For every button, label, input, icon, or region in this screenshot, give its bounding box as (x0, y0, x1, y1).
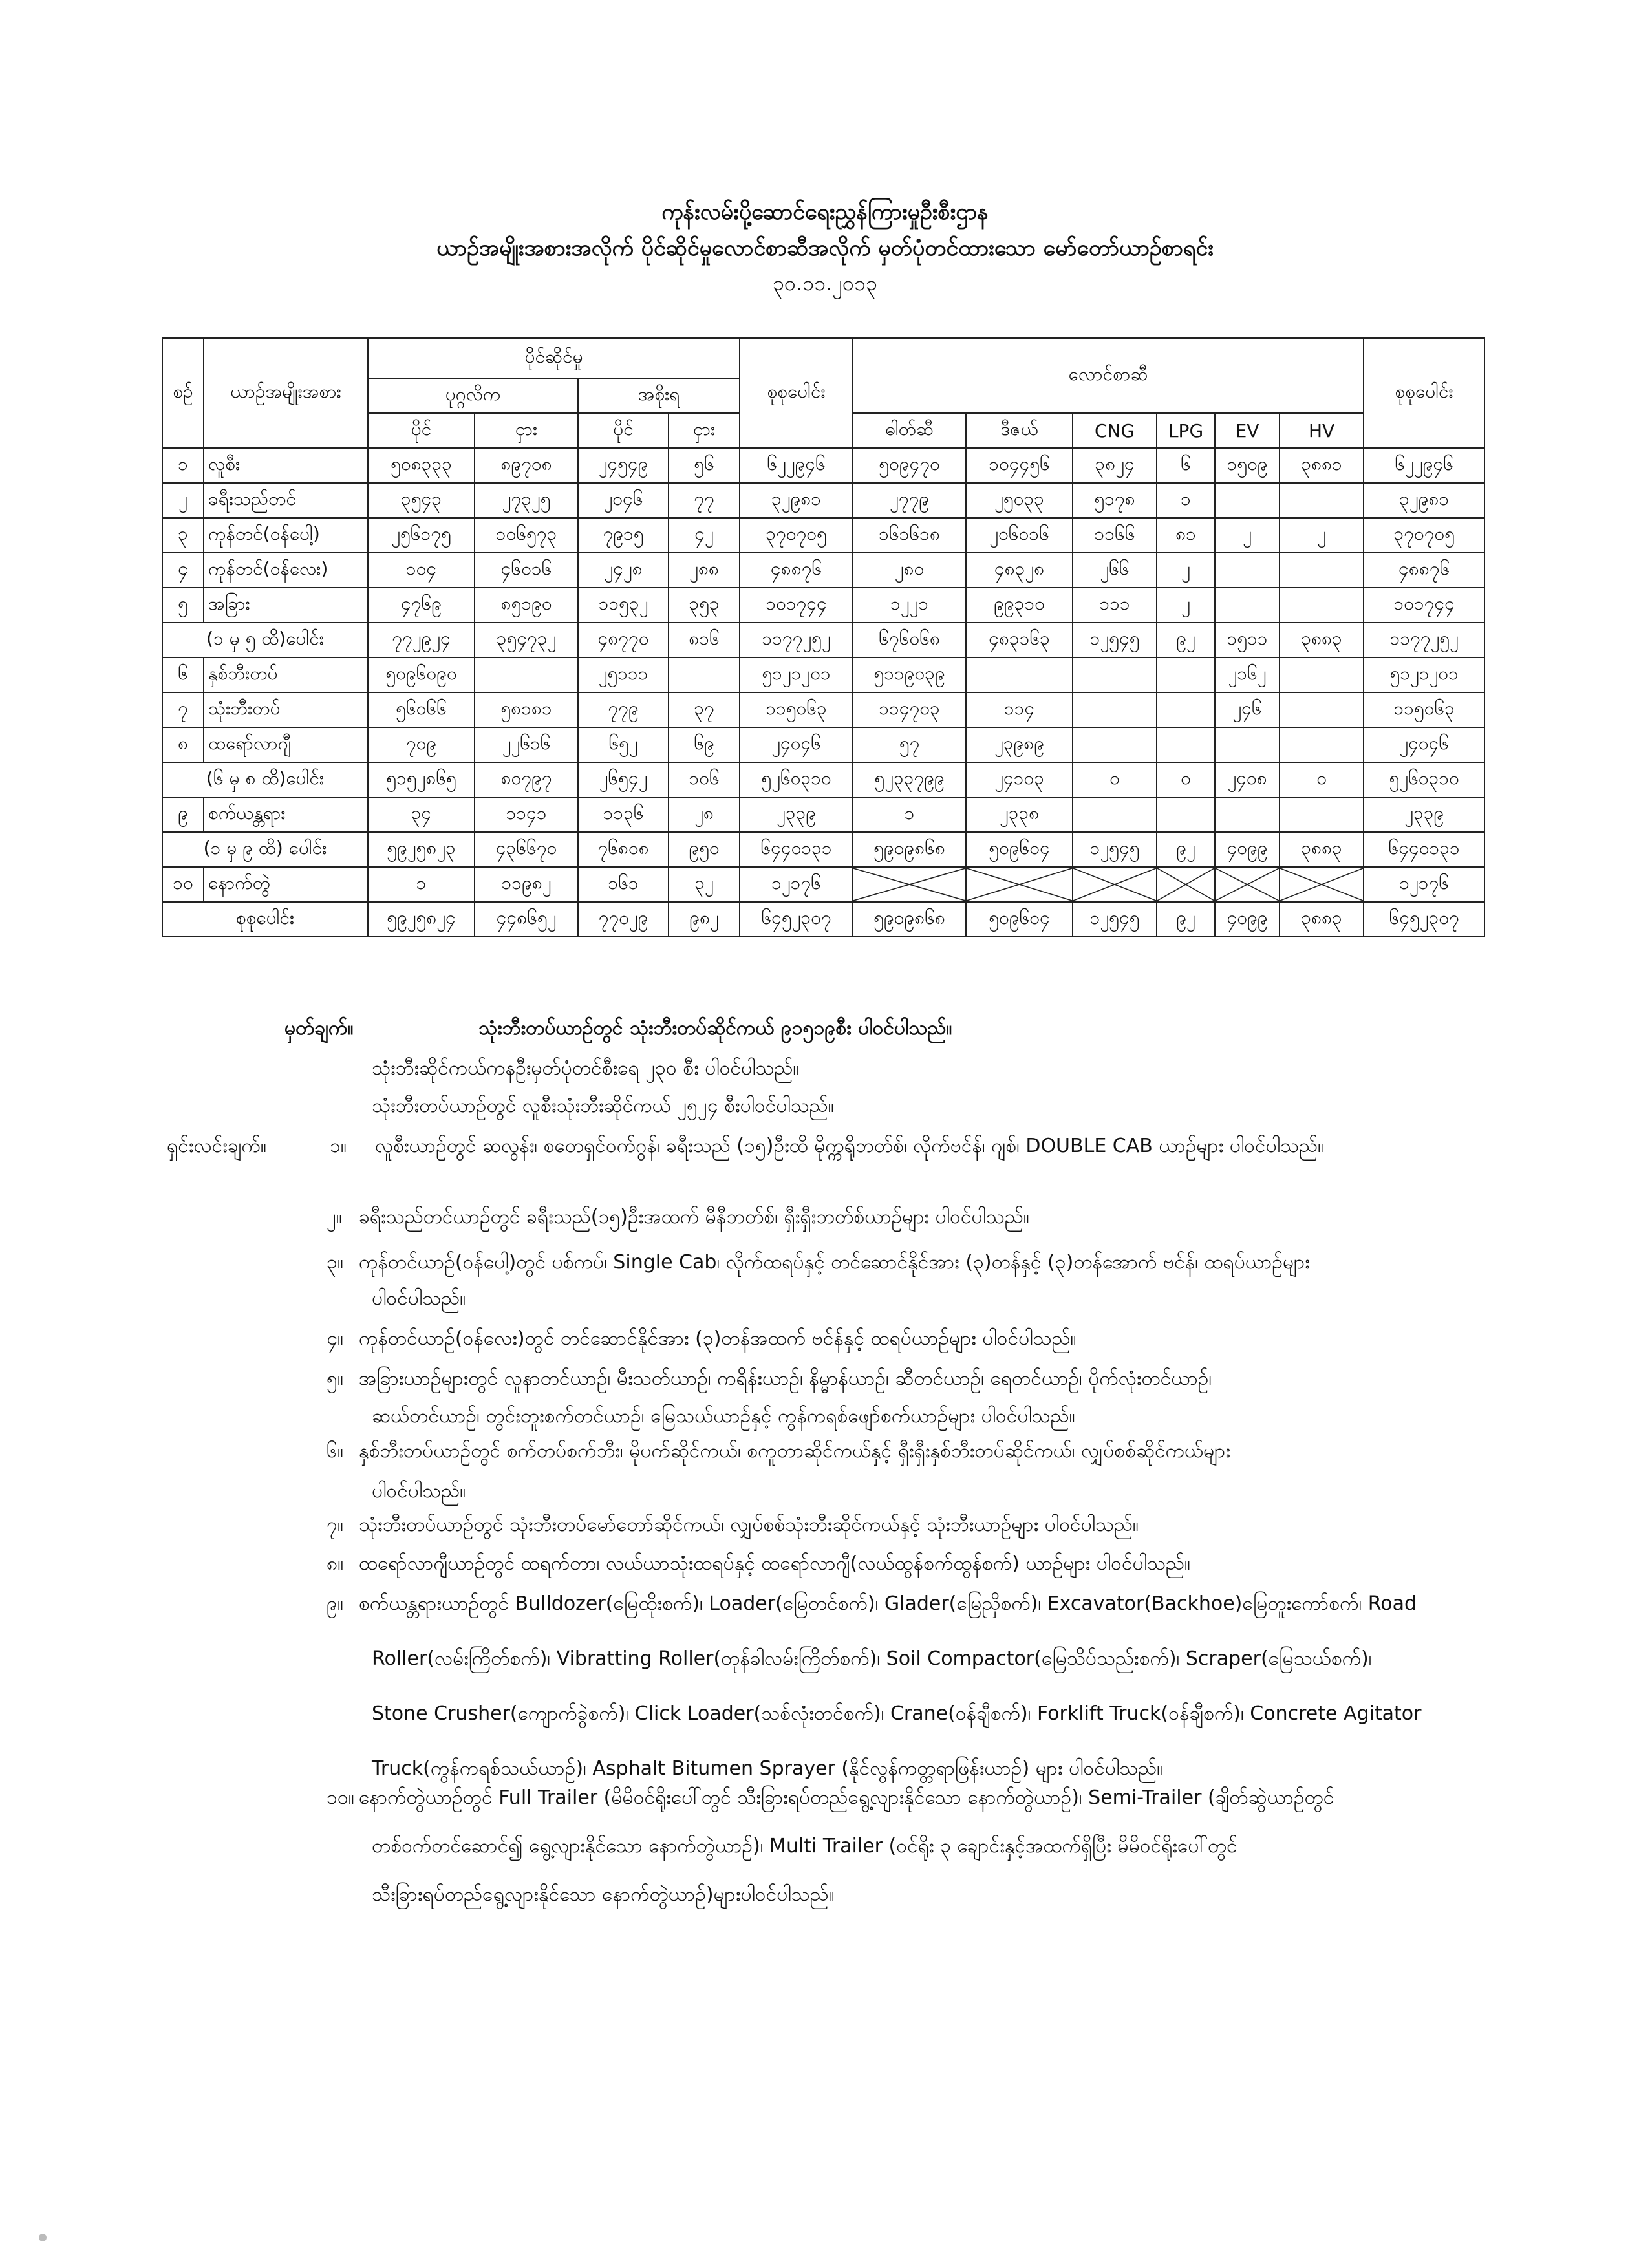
cross-mark (1216, 868, 1279, 901)
table-cell: ၁၁၅၃၂ (578, 588, 669, 623)
explanation-number: ၉။ (327, 1592, 343, 1615)
explanation-number: ၃။ (327, 1251, 343, 1274)
table-cell: ၀ (1157, 762, 1215, 797)
table-cell (1157, 692, 1215, 727)
table-cell: ၁၁၇၇၂၅၂ (740, 623, 853, 658)
explanation-text: Stone Crusher(ကျောက်ခွဲစက်)၊ Click Loader(သစ်လုံးတင်စက်)၊ Crane(ဝန်ချီစက်)၊ Forklift Truck(ဝန်ချီစက်)၊ Concrete Agitator (372, 1702, 1422, 1725)
table-cell: ၅၀၉၆၀၄ (966, 832, 1073, 867)
header-total: စုစုပေါင်း (740, 338, 853, 448)
row-number: ၅ (162, 588, 204, 623)
table-cell: ၁၀၁၇၄၄ (740, 588, 853, 623)
header-private: ပုဂ္ဂလိက (368, 378, 578, 413)
row-number: ၈ (162, 727, 204, 762)
table-cell: ၂၄၅၄၉ (578, 448, 669, 483)
vehicle-type-label: နှစ်ဘီးတပ် (204, 658, 368, 692)
table-cell: ၆၄၄၀၁၃၁ (1364, 832, 1484, 867)
table-cell (1280, 797, 1364, 832)
table-cell: ၁၅၁၁ (1215, 623, 1280, 658)
table-cell: ၃၅၄၃ (368, 483, 475, 518)
table-cell: ၃၈၈၁ (1280, 448, 1364, 483)
table-cell: ၄၀၉၉ (1215, 902, 1280, 937)
vehicle-type-label: ကုန်တင်(ဝန်လေး) (204, 553, 368, 588)
table-cell (1157, 727, 1215, 762)
table-cell: ၆၉ (669, 727, 740, 762)
table-cell: ၁၆၁ (578, 867, 669, 902)
table-cell: ၇၉၁၅ (578, 518, 669, 553)
header-cng: CNG (1073, 413, 1157, 448)
table-cell: ၀ (1073, 762, 1157, 797)
table-cell: ၃၈၈၃ (1280, 623, 1364, 658)
header-government: အစိုးရ (578, 378, 740, 413)
report-date: ၃၀.၁၁.၂၀၁၃ (772, 271, 878, 295)
explanation-text: Roller(လမ်းကြိတ်စက်)၊ Vibratting Roller(တုန်ခါလမ်းကြိတ်စက်)၊ Soil Compactor(မြေသိပ်သည်းစက်)၊ Scraper(မြေသယ်စက်)၊ (372, 1647, 1372, 1670)
table-cell (1157, 658, 1215, 692)
table-cell (1280, 692, 1364, 727)
table-cell: ၅၁၅၂၈၆၅ (368, 762, 475, 797)
row-label: (၁ မှ ၅ ထိ)ပေါင်း (162, 623, 368, 658)
vehicle-type-label: ကုန်တင်(ဝန်ပေါ့) (204, 518, 368, 553)
table-cell: ၁၀၆ (669, 762, 740, 797)
table-cell: ၅၀၈၃၃၃ (368, 448, 475, 483)
table-cell: ၄၇၆၉ (368, 588, 475, 623)
table-cell: ၁၂၁၇၆ (740, 867, 853, 902)
table-cell: ၂ (1280, 518, 1364, 553)
vehicle-registration-table (162, 337, 1485, 937)
table-cell: ၂၁၆၂ (1215, 658, 1280, 692)
table-cell: ၅၉၀၉၈၆၈ (853, 832, 966, 867)
row-number: ၃ (162, 518, 204, 553)
explanation-number: ၈။ (327, 1552, 344, 1575)
table-cell: ၃၈၈၃ (1280, 832, 1364, 867)
subtotal-row (162, 762, 1484, 797)
table-cell: ၄၈၃၂၈ (966, 553, 1073, 588)
table-cell: ၂ (1215, 518, 1280, 553)
table-cell: ၆၄၅၂၃၀၇ (740, 902, 853, 937)
table-cell: ၂၃၃၉ (740, 797, 853, 832)
table-cell (1157, 797, 1215, 832)
table-cell (1215, 797, 1280, 832)
table-cell: ၆၄၄၀၁၃၁ (740, 832, 853, 867)
table-cell: ၃၅၃ (669, 588, 740, 623)
table-cell (1215, 588, 1280, 623)
header-fuel: လောင်စာဆီ (853, 338, 1364, 413)
table-cell: ၄၈၇၇၀ (578, 623, 669, 658)
table-cell: ၈၁၆ (669, 623, 740, 658)
table-cell: ၅၁၂၁၂၀၁ (1364, 658, 1484, 692)
header-private-own: ပိုင် (368, 413, 475, 448)
header-diesel: ဒီဇယ် (966, 413, 1073, 448)
table-cell: ၁၂၁၇၆ (1364, 867, 1484, 902)
table-cell: ၆၄၅၂၃၀၇ (1364, 902, 1484, 937)
explanation-text: ထရော်လာဂျီယာဉ်တွင် ထရက်တာ၊ လယ်ယာသုံးထရပ်နှင့် ထရော်လာဂျီ(လယ်ထွန်စက်ထွန်စက်) ယာဉ်များ ပါဝင်ပါသည်။ (359, 1552, 1190, 1575)
table-cell: ၁၀၆၅၇၃ (475, 518, 578, 553)
vehicle-type-label: စက်ယန္တရား (204, 797, 368, 832)
table-cell: ၉၂ (1157, 832, 1215, 867)
table-cell: ၃၈၂၄ (1073, 448, 1157, 483)
crossed-cell (966, 867, 1073, 902)
table-cell: ၇၆၈၀၈ (578, 832, 669, 867)
header-no: စဉ် (162, 338, 204, 448)
row-label: (၆ မှ ၈ ထိ)ပေါင်း (162, 762, 368, 797)
table-cell (1215, 483, 1280, 518)
department-title: ကုန်းလမ်းပို့ဆောင်ရေးညွှန်ကြားမှုဦးစီးဌာန (661, 199, 989, 225)
table-cell: ၂၈ (669, 797, 740, 832)
table-cell: ၃၂၉၈၁ (740, 483, 853, 518)
table-cell: ၆ (1157, 448, 1215, 483)
explanation-text: Truck(ကွန်ကရစ်သယ်ယာဉ်)၊ Asphalt Bitumen Sprayer (နိုင်လွန်ကတ္တရာဖြန်းယာဉ်) များ ပါဝင်ပါသည်။ (372, 1757, 1163, 1780)
table-cell: ၁၆၁၆၁၈ (853, 518, 966, 553)
table-cell: ၅၇ (853, 727, 966, 762)
table-cell: ၉၅၀ (669, 832, 740, 867)
cross-mark (1280, 868, 1363, 901)
table-cell: ၄၈၃၁၆၃ (966, 623, 1073, 658)
crossed-cell (1157, 867, 1215, 902)
scan-speck (39, 2234, 47, 2241)
crossed-cell (853, 867, 966, 902)
table-cell: ၁ (368, 867, 475, 902)
row-number: ၉ (162, 797, 204, 832)
document-header (0, 194, 1650, 300)
table-cell: ၁၀၁၇၄၄ (1364, 588, 1484, 623)
row-number: ၄ (162, 553, 204, 588)
table-cell: ၄၈၈၇၆ (740, 553, 853, 588)
remark-line-2: သုံးဘီးဆိုင်ကယ်ကနဦးမှတ်ပုံတင်စီးရေ ၂၃၀ စီး ပါဝင်ပါသည်။ (372, 1057, 799, 1080)
table-cell: ၅၉၂၅၈၂၃ (368, 832, 475, 867)
table-cell (1280, 553, 1364, 588)
table-cell: ၁၁၄ (966, 692, 1073, 727)
table-cell: ၂၃၉၈၉ (966, 727, 1073, 762)
table-cell: ၂၈၀ (853, 553, 966, 588)
table-cell: ၂၀၄၆ (578, 483, 669, 518)
table-cell: ၁၁၅၀၆၃ (1364, 692, 1484, 727)
row-number: ၁ (162, 448, 204, 483)
table-cell: ၇၇၉ (578, 692, 669, 727)
explanation-text: တစ်ဝက်တင်ဆောင်၍ ရွေ့လျားနိုင်သော နောက်တွဲယာဉ်)၊ Multi Trailer (ဝင်ရိုး ၃ ချောင်းနှင့်အထက်ရှိပြီး မိမိဝင်ရိုးပေါ်တွင် (372, 1835, 1238, 1857)
crossed-cell (1215, 867, 1280, 902)
table-cell: ၅၀၉၆၀၉၀ (368, 658, 475, 692)
table-row (162, 658, 1484, 692)
table-cell: ၂ (1157, 553, 1215, 588)
table-cell: ၄၈၈၇၆ (1364, 553, 1484, 588)
table-cell: ၃၇၀၇၀၅ (1364, 518, 1484, 553)
table-cell: ၅၆၀၆၆ (368, 692, 475, 727)
table-cell: ၂ (1157, 588, 1215, 623)
cross-mark (1157, 868, 1214, 901)
table-cell: ၇၇၂၉၂၄ (368, 623, 475, 658)
table-cell: ၆၂၂၉၄၆ (1364, 448, 1484, 483)
header-petrol: ဓါတ်ဆီ (853, 413, 966, 448)
table-cell: ၂၈၈ (669, 553, 740, 588)
table-cell (1215, 553, 1280, 588)
table-cell (1280, 727, 1364, 762)
remark-line-3: သုံးဘီးတပ်ယာဉ်တွင် လူစီးသုံးဘီးဆိုင်ကယ် ၂၅၂၄ စီးပါဝင်ပါသည်။ (372, 1095, 834, 1117)
header-vehicle-type: ယာဉ်အမျိုးအစား (204, 338, 368, 448)
explanation-text: လူစီးယာဉ်တွင် ဆလွန်း၊ စတေရှင်ဝက်ဂွန်၊ ခရီးသည် (၁၅)ဦးထိ မိုက္ကရိုဘတ်စ်၊ လိုက်ဗင်န်၊ ဂျစ်၊ DOUBLE CAB ယာဉ်များ ပါဝင်ပါသည်။ (375, 1135, 1324, 1157)
table-cell: ၄၆၀၁၆ (475, 553, 578, 588)
table-cell: ၂၂၆၁၆ (475, 727, 578, 762)
table-cell: ၁၂၅၄၅ (1073, 623, 1157, 658)
table-cell: ၃၂၉၈၁ (1364, 483, 1484, 518)
table-cell: ၅၆ (669, 448, 740, 483)
row-number: ၇ (162, 692, 204, 727)
table-cell: ၃၈၈၃ (1280, 902, 1364, 937)
explanation-text: ကုန်တင်ယာဉ်(ဝန်ပေါ့)တွင် ပစ်ကပ်၊ Single Cab၊ လိုက်ထရပ်နှင့် တင်ဆောင်နိုင်အား (၃)တန်နှင့် (၃)တန်အောက် ဗင်န်၊ ထရပ်ယာဉ်များ (359, 1251, 1310, 1274)
table-cell: ၄၀၉၉ (1215, 832, 1280, 867)
remarks-label: မှတ်ချက်။ (284, 1017, 354, 1040)
table-cell: ၉၉၃၁၀ (966, 588, 1073, 623)
table-cell (669, 658, 740, 692)
table-cell: ၅၁၂၁၂၀၁ (740, 658, 853, 692)
header-grand-total: စုစုပေါင်း (1364, 338, 1484, 448)
table-cell: ၅၂၆၀၃၁၀ (1364, 762, 1484, 797)
subtotal-row (162, 832, 1484, 867)
explanation-label: ရှင်းလင်းချက်။ (167, 1135, 266, 1157)
report-title: ယာဉ်အမျိုးအစားအလိုက် ပိုင်ဆိုင်မှုလောင်စာဆီအလိုက် မှတ်ပုံတင်ထားသော မော်တော်ယာဉ်စာရင်း (436, 235, 1214, 261)
table-cell: ၄၂ (669, 518, 740, 553)
table-cell: ၉၂ (1157, 623, 1215, 658)
header-govt-own: ပိုင် (578, 413, 669, 448)
table-cell: ၁၁၆၆ (1073, 518, 1157, 553)
vehicle-type-label: လူစီး (204, 448, 368, 483)
explanation-number: ၂။ (327, 1206, 342, 1228)
table-cell: ၃၂ (669, 867, 740, 902)
header-govt-rent: ငှား (669, 413, 740, 448)
table-cell: ၅၂၆၀၃၁၀ (740, 762, 853, 797)
table-row (162, 867, 1484, 902)
table-cell: ၂၄၁၀၃ (966, 762, 1073, 797)
explanation-text: သုံးဘီးတပ်ယာဉ်တွင် သုံးဘီးတပ်မော်တော်ဆိုင်ကယ်၊ လျှပ်စစ်သုံးဘီးဆိုင်ကယ်နှင့် သုံးဘီးယာဉ်များ ပါဝင်ပါသည်။ (359, 1514, 1139, 1536)
table-row (162, 588, 1484, 623)
table-cell: ၁၀၄ (368, 553, 475, 588)
table-cell: ၅၀၉၆၀၄ (966, 902, 1073, 937)
header-lpg: LPG (1157, 413, 1215, 448)
subtotal-row (162, 623, 1484, 658)
table-cell (1073, 658, 1157, 692)
explanation-text: စက်ယန္တရားယာဉ်တွင် Bulldozer(မြေထိုးစက်)၊ Loader(မြေတင်စက်)၊ Glader(မြေညှိစက်)၊ Excavator(Backhoe)မြေတူးကော်စက်၊ Road (359, 1592, 1417, 1615)
table-row (162, 483, 1484, 518)
table-cell (475, 658, 578, 692)
table-cell: ၂၄၂၈ (578, 553, 669, 588)
table-cell: ၁၂၅၄၅ (1073, 902, 1157, 937)
table-row (162, 797, 1484, 832)
explanation-text: နောက်တွဲယာဉ်တွင် Full Trailer (မိမိဝင်ရိုးပေါ်တွင် သီးခြားရပ်တည်ရွေ့လျားနိုင်သော နောက်တွဲယာဉ်)၊ Semi-Trailer (ချိတ်ဆွဲယာဉ်တွင် (359, 1786, 1334, 1809)
table-cell: ၇၀၉ (368, 727, 475, 762)
table-cell: ၁၀၄၄၅၆ (966, 448, 1073, 483)
row-label: (၁ မှ ၉ ထိ) ပေါင်း (162, 832, 368, 867)
vehicle-type-label: နောက်တွဲ (204, 867, 368, 902)
table-cell: ၂၆၅၄၂ (578, 762, 669, 797)
explanation-text: သီးခြားရပ်တည်ရွေ့လျားနိုင်သော နောက်တွဲယာဉ်)များပါဝင်ပါသည်။ (372, 1883, 835, 1906)
table-cell: ၅၂၃၃၇၉၉ (853, 762, 966, 797)
table-cell: ၈၁ (1157, 518, 1215, 553)
table-cell: ၃၄ (368, 797, 475, 832)
explanation-number: ၄။ (327, 1327, 343, 1350)
table-cell (1073, 727, 1157, 762)
table-cell (1215, 727, 1280, 762)
explanation-text: ခရီးသည်တင်ယာဉ်တွင် ခရီးသည်(၁၅)ဦးအထက် မီနီဘတ်စ်၊ ရှီးရှီးဘတ်စ်ယာဉ်များ ပါဝင်ပါသည်။ (359, 1206, 1029, 1228)
table-cell: ၁၁၃၆ (578, 797, 669, 832)
table-cell: ၁၂၅၄၅ (1073, 832, 1157, 867)
row-number: ၆ (162, 658, 204, 692)
header-ownership: ပိုင်ဆိုင်မှု (368, 338, 740, 378)
table-row (162, 692, 1484, 727)
crossed-cell (1073, 867, 1157, 902)
subtotal-row (162, 902, 1484, 937)
table-cell: ၂၄၆ (1215, 692, 1280, 727)
explanation-number: ၆။ (327, 1440, 343, 1462)
row-number: ၁၀ (162, 867, 204, 902)
table-cell: ၂၃၃၈ (966, 797, 1073, 832)
table-cell (1073, 692, 1157, 727)
cross-mark (967, 868, 1072, 901)
table-cell: ၂၄၀၄၆ (1364, 727, 1484, 762)
table-cell: ၅၀၉၄၇၀ (853, 448, 966, 483)
table-cell: ၂၅၆၁၇၅ (368, 518, 475, 553)
table-cell: ၅၉၀၉၈၆၈ (853, 902, 966, 937)
row-number: ၂ (162, 483, 204, 518)
table-cell: ၂၃၃၉ (1364, 797, 1484, 832)
explanation-number: ၇။ (327, 1514, 343, 1536)
table-cell: ၁၁၁ (1073, 588, 1157, 623)
table-cell: ၂၅၁၁၁ (578, 658, 669, 692)
vehicle-type-label: ခရီးသည်တင် (204, 483, 368, 518)
header-ev: EV (1215, 413, 1280, 448)
table-cell: ၈၉၇၀၈ (475, 448, 578, 483)
table-cell: ၁၂၂၁ (853, 588, 966, 623)
table-cell: ၂၆၆ (1073, 553, 1157, 588)
table-cell: ၉၂ (1157, 902, 1215, 937)
explanation-number: ၅။ (327, 1367, 343, 1390)
remark-line-1: သုံးဘီးတပ်ယာဉ်တွင် သုံးဘီးတပ်ဆိုင်ကယ် ၉၁၅၁၉စီး ပါဝင်ပါသည်။ (478, 1017, 952, 1040)
table-cell: ၂၄၀၈ (1215, 762, 1280, 797)
table-cell: ၂၇၃၂၅ (475, 483, 578, 518)
table-row (162, 448, 1484, 483)
table-cell (1280, 588, 1364, 623)
table-cell: ၁၁၄၇၀၃ (853, 692, 966, 727)
table-row (162, 553, 1484, 588)
table-cell: ၅၈၁၈၁ (475, 692, 578, 727)
table-cell (966, 658, 1073, 692)
table-cell: ၂၅၀၃၃ (966, 483, 1073, 518)
explanation-text: ပါဝင်ပါသည်။ (372, 1287, 466, 1310)
explanation-text: နှစ်ဘီးတပ်ယာဉ်တွင် စက်တပ်စက်ဘီး၊ မိုပက်ဆိုင်ကယ်၊ စကူတာဆိုင်ကယ်နှင့် ရှီးရှီးနှစ်ဘီးတပ်ဆိုင်ကယ်၊ လျှပ်စစ်ဆိုင်ကယ်များ (359, 1440, 1230, 1462)
table-cell: ၉၈၂ (669, 902, 740, 937)
table-cell: ၁ (1157, 483, 1215, 518)
table-cell: ၂၇၇၉ (853, 483, 966, 518)
table-cell: ၁ (853, 797, 966, 832)
explanation-text: ကုန်တင်ယာဉ်(ဝန်လေး)တွင် တင်ဆောင်နိုင်အား (၃)တန်အထက် ဗင်န်နှင့် ထရပ်ယာဉ်များ ပါဝင်ပါသည်။ (359, 1327, 1077, 1350)
table-cell: ၃၇၀၇၀၅ (740, 518, 853, 553)
table-cell: ၂၀၆၀၁၆ (966, 518, 1073, 553)
table-cell: ၆၅၂ (578, 727, 669, 762)
cross-mark (1073, 868, 1156, 901)
table-cell: ၆၂၂၉၄၆ (740, 448, 853, 483)
explanation-text: အခြားယာဉ်များတွင် လူနာတင်ယာဉ်၊ မီးသတ်ယာဉ်၊ ကရိန်းယာဉ်၊ နိမ္မာန်ယာဉ်၊ ဆီတင်ယာဉ်၊ ရေတင်ယာဉ်၊ ပိုက်လုံးတင်ယာဉ်၊ (359, 1367, 1212, 1390)
table-cell: ၂၄၀၄၆ (740, 727, 853, 762)
table-cell (1073, 797, 1157, 832)
table-cell: ၃၅၄၇၃၂ (475, 623, 578, 658)
table-cell: ၈၀၇၉၇ (475, 762, 578, 797)
table-cell: ၅၁၇၈ (1073, 483, 1157, 518)
table-cell: ၄၄၈၆၅၂ (475, 902, 578, 937)
table-row (162, 518, 1484, 553)
table-cell: ၇၇၀၂၉ (578, 902, 669, 937)
table-cell: ၇၇ (669, 483, 740, 518)
table-cell: ၅၁၁၉၀၃၉ (853, 658, 966, 692)
crossed-cell (1280, 867, 1364, 902)
table-body (162, 448, 1484, 937)
header-private-rent: ငှား (475, 413, 578, 448)
explanation-number: ၁။ (330, 1135, 347, 1157)
explanation-text: ဆယ်တင်ယာဉ်၊ တွင်းတူးစက်တင်ယာဉ်၊ မြေသယ်ယာဉ်နှင့် ကွန်ကရစ်ဖျော်စက်ယာဉ်များ ပါဝင်ပါသည်။ (372, 1405, 1075, 1428)
explanation-number: ၁၀။ (327, 1786, 354, 1809)
row-label: စုစုပေါင်း (162, 902, 368, 937)
table-cell: ၁၁၉၈၂ (475, 867, 578, 902)
table-cell: ၅၉၂၅၈၂၄ (368, 902, 475, 937)
table-cell: ၁၁၇၇၂၅၂ (1364, 623, 1484, 658)
vehicle-type-label: အခြား (204, 588, 368, 623)
table-cell: ၁၁၄၁ (475, 797, 578, 832)
table-cell (1280, 483, 1364, 518)
table-cell: ၃၇ (669, 692, 740, 727)
table-cell (1280, 658, 1364, 692)
table-cell: ၄၃၆၆၇၀ (475, 832, 578, 867)
table-cell: ၀ (1280, 762, 1364, 797)
vehicle-type-label: သုံးဘီးတပ် (204, 692, 368, 727)
table-cell: ၁၅၀၉ (1215, 448, 1280, 483)
table-row (162, 727, 1484, 762)
header-hv: HV (1280, 413, 1364, 448)
table-cell: ၈၅၁၉၀ (475, 588, 578, 623)
table-cell: ၆၇၆၀၆၈ (853, 623, 966, 658)
vehicle-type-label: ထရော်လာဂျီ (204, 727, 368, 762)
cross-mark (853, 868, 965, 901)
table-cell: ၁၁၅၀၆၃ (740, 692, 853, 727)
explanation-text: ပါဝင်ပါသည်။ (372, 1480, 466, 1503)
